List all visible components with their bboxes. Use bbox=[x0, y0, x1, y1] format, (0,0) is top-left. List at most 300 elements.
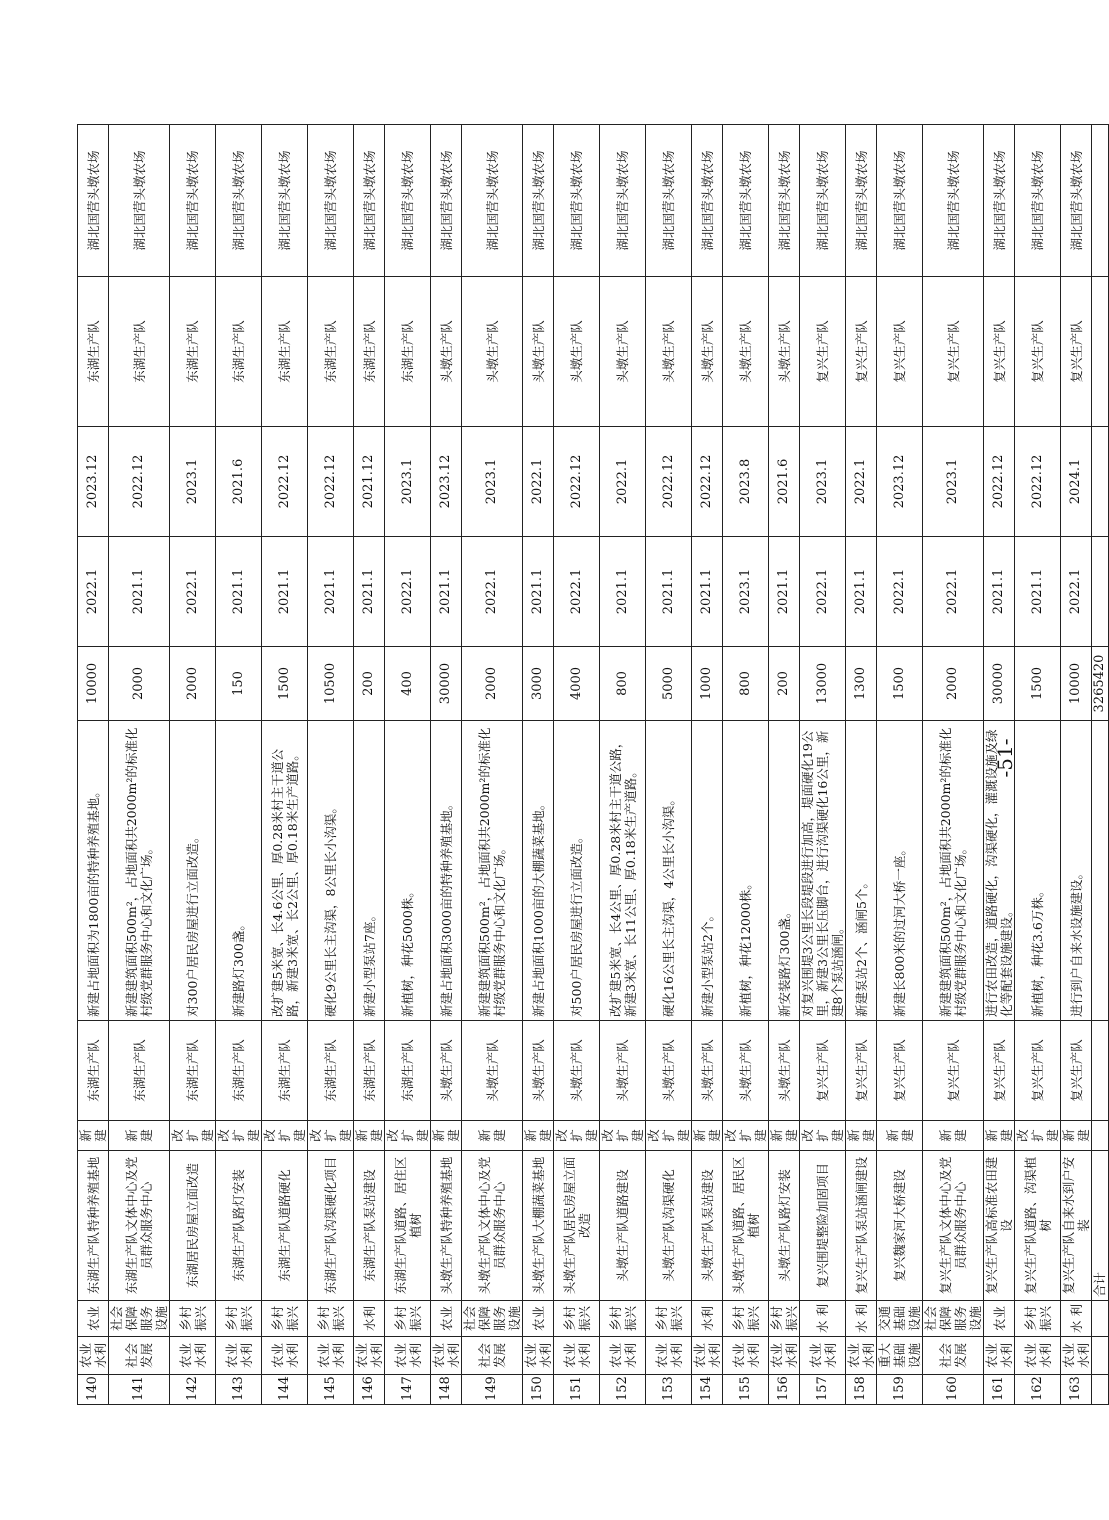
total-row bbox=[1092, 125, 1109, 1405]
start-date: 2022.1 bbox=[385, 537, 431, 647]
location-cell: 头墩生产队 bbox=[723, 1021, 769, 1121]
empty-cell bbox=[1092, 427, 1109, 537]
row-number: 162 bbox=[1015, 1375, 1061, 1405]
project-name: 东湖生产队沟渠硬化项目 bbox=[308, 1151, 354, 1301]
construction-nature: 改扩建 bbox=[554, 1121, 600, 1151]
project-name: 复兴生产队文体中心及党员群众服务中心 bbox=[923, 1151, 984, 1301]
domain-cell: 农业水利 bbox=[523, 1337, 554, 1375]
project-name: 头墩生产队路灯安装 bbox=[769, 1151, 800, 1301]
construction-content: 对300户居民房屋进行立面改造。 bbox=[170, 721, 216, 1021]
project-name: 复兴生产队泵站涵闸建设 bbox=[846, 1151, 877, 1301]
end-date: 2022.1 bbox=[846, 427, 877, 537]
project-name: 头墩生产队道路建设 bbox=[600, 1151, 646, 1301]
domain-cell: 农业水利 bbox=[1015, 1337, 1061, 1375]
domain-cell: 农业水利 bbox=[692, 1337, 723, 1375]
owner-unit: 湖北国营头墩农场 bbox=[800, 125, 846, 277]
end-date: 2024.1 bbox=[1061, 427, 1092, 537]
owner-unit: 湖北国营头墩农场 bbox=[109, 125, 170, 277]
construction-content: 对复兴围堤3公里长段堤段进行加高，堤面硬化19公里，新建3公里长压脚台，进行沟渠硬化16公里，新建8个泵站涵闸。 bbox=[800, 721, 846, 1021]
project-name: 东湖生产队文体中心及党员群众服务中心 bbox=[109, 1151, 170, 1301]
domain-cell: 社会发展 bbox=[109, 1337, 170, 1375]
investment-amount: 1500 bbox=[262, 647, 308, 721]
end-date: 2023.12 bbox=[78, 427, 109, 537]
sector-cell: 乡村振兴 bbox=[216, 1301, 262, 1337]
empty-cell bbox=[1092, 1337, 1109, 1375]
investment-amount: 30000 bbox=[431, 647, 462, 721]
owner-unit: 湖北国营头墩农场 bbox=[1015, 125, 1061, 277]
sector-cell: 农业 bbox=[78, 1301, 109, 1337]
project-name: 头墩生产队特种养殖基地 bbox=[431, 1151, 462, 1301]
row-number: 155 bbox=[723, 1375, 769, 1405]
location-cell: 头墩生产队 bbox=[554, 1021, 600, 1121]
table-row bbox=[723, 125, 769, 1405]
location-cell: 头墩生产队 bbox=[462, 1021, 523, 1121]
location-cell: 复兴生产队 bbox=[846, 1021, 877, 1121]
responsible-unit: 东湖生产队 bbox=[170, 277, 216, 427]
end-date: 2023.8 bbox=[723, 427, 769, 537]
investment-amount: 2000 bbox=[170, 647, 216, 721]
owner-unit: 湖北国营头墩农场 bbox=[523, 125, 554, 277]
investment-amount: 10000 bbox=[1061, 647, 1092, 721]
construction-nature: 新建 bbox=[692, 1121, 723, 1151]
end-date: 2023.12 bbox=[431, 427, 462, 537]
table-row bbox=[385, 125, 431, 1405]
table-row bbox=[308, 125, 354, 1405]
construction-content: 新植树，种花3.6万株。 bbox=[1015, 721, 1061, 1021]
table-row bbox=[1061, 125, 1092, 1405]
responsible-unit: 复兴生产队 bbox=[923, 277, 984, 427]
construction-content: 新建建筑面积500m²，占地面积共2000m²的标准化村级党群服务中心和文化广场。 bbox=[923, 721, 984, 1021]
construction-content: 新建占地面积3000亩的特种养殖基地。 bbox=[431, 721, 462, 1021]
table-row bbox=[554, 125, 600, 1405]
row-number: 151 bbox=[554, 1375, 600, 1405]
investment-amount: 1500 bbox=[877, 647, 923, 721]
construction-nature: 新建 bbox=[354, 1121, 385, 1151]
investment-amount: 10500 bbox=[308, 647, 354, 721]
sector-cell: 乡村振兴 bbox=[262, 1301, 308, 1337]
project-name: 东湖生产队泵站建设 bbox=[354, 1151, 385, 1301]
start-date: 2021.1 bbox=[523, 537, 554, 647]
owner-unit: 湖北国营头墩农场 bbox=[262, 125, 308, 277]
end-date: 2022.12 bbox=[692, 427, 723, 537]
construction-nature: 新建 bbox=[1061, 1121, 1092, 1151]
domain-cell: 农业水利 bbox=[769, 1337, 800, 1375]
row-number: 159 bbox=[877, 1375, 923, 1405]
investment-amount: 800 bbox=[723, 647, 769, 721]
sector-cell: 乡村振兴 bbox=[1015, 1301, 1061, 1337]
empty-cell bbox=[1092, 125, 1109, 277]
row-number: 145 bbox=[308, 1375, 354, 1405]
domain-cell: 农业水利 bbox=[216, 1337, 262, 1375]
location-cell: 复兴生产队 bbox=[877, 1021, 923, 1121]
project-name: 复兴魏家河大桥建设 bbox=[877, 1151, 923, 1301]
table-row bbox=[523, 125, 554, 1405]
construction-nature: 改扩建 bbox=[600, 1121, 646, 1151]
domain-cell: 农业水利 bbox=[431, 1337, 462, 1375]
responsible-unit: 头墩生产队 bbox=[646, 277, 692, 427]
row-number: 144 bbox=[262, 1375, 308, 1405]
domain-cell: 农业水利 bbox=[723, 1337, 769, 1375]
empty-cell bbox=[1092, 1121, 1109, 1151]
project-name: 头墩生产队道路、居民区植树 bbox=[723, 1151, 769, 1301]
table-row bbox=[78, 125, 109, 1405]
responsible-unit: 东湖生产队 bbox=[385, 277, 431, 427]
sector-cell: 水 利 bbox=[846, 1301, 877, 1337]
responsible-unit: 头墩生产队 bbox=[723, 277, 769, 427]
investment-amount: 400 bbox=[385, 647, 431, 721]
sector-cell: 水利 bbox=[692, 1301, 723, 1337]
construction-content: 新建占地面积1000亩的大棚蔬菜基地。 bbox=[523, 721, 554, 1021]
empty-cell bbox=[1092, 537, 1109, 647]
owner-unit: 湖北国营头墩农场 bbox=[554, 125, 600, 277]
location-cell: 复兴生产队 bbox=[1061, 1021, 1092, 1121]
table-row bbox=[769, 125, 800, 1405]
responsible-unit: 复兴生产队 bbox=[984, 277, 1015, 427]
investment-amount: 2000 bbox=[923, 647, 984, 721]
investment-amount: 1000 bbox=[692, 647, 723, 721]
row-number: 147 bbox=[385, 1375, 431, 1405]
project-name: 东湖生产队道路硬化 bbox=[262, 1151, 308, 1301]
construction-content: 新建建筑面积500m²，占地面积共2000m²的标准化村级党群服务中心和文化广场。 bbox=[109, 721, 170, 1021]
sector-cell: 乡村振兴 bbox=[600, 1301, 646, 1337]
owner-unit: 湖北国营头墩农场 bbox=[984, 125, 1015, 277]
start-date: 2022.1 bbox=[923, 537, 984, 647]
investment-amount: 5000 bbox=[646, 647, 692, 721]
owner-unit: 湖北国营头墩农场 bbox=[354, 125, 385, 277]
construction-nature: 新建 bbox=[984, 1121, 1015, 1151]
table-row bbox=[262, 125, 308, 1405]
construction-nature: 新 建 bbox=[109, 1121, 170, 1151]
construction-nature: 改扩建 bbox=[385, 1121, 431, 1151]
responsible-unit: 东湖生产队 bbox=[78, 277, 109, 427]
construction-content: 新植树，种花12000株。 bbox=[723, 721, 769, 1021]
start-date: 2022.1 bbox=[170, 537, 216, 647]
start-date: 2021.1 bbox=[846, 537, 877, 647]
domain-cell: 农业水利 bbox=[846, 1337, 877, 1375]
construction-nature: 改扩建 bbox=[262, 1121, 308, 1151]
location-cell: 头墩生产队 bbox=[523, 1021, 554, 1121]
end-date: 2022.12 bbox=[984, 427, 1015, 537]
start-date: 2021.1 bbox=[1015, 537, 1061, 647]
row-number: 156 bbox=[769, 1375, 800, 1405]
owner-unit: 湖北国营头墩农场 bbox=[78, 125, 109, 277]
row-number: 140 bbox=[78, 1375, 109, 1405]
investment-amount: 2000 bbox=[462, 647, 523, 721]
rotated-table-container bbox=[77, 125, 1108, 1405]
table-row bbox=[800, 125, 846, 1405]
construction-content: 新建泵站2个、涵闸5个。 bbox=[846, 721, 877, 1021]
table-row bbox=[646, 125, 692, 1405]
responsible-unit: 头墩生产队 bbox=[462, 277, 523, 427]
start-date: 2021.1 bbox=[769, 537, 800, 647]
end-date: 2023.1 bbox=[385, 427, 431, 537]
location-cell: 复兴生产队 bbox=[800, 1021, 846, 1121]
empty-cell bbox=[1092, 721, 1109, 1021]
construction-content: 新植树，种花5000株。 bbox=[385, 721, 431, 1021]
responsible-unit: 复兴生产队 bbox=[846, 277, 877, 427]
end-date: 2022.12 bbox=[262, 427, 308, 537]
location-cell: 东湖生产队 bbox=[354, 1021, 385, 1121]
investment-amount: 150 bbox=[216, 647, 262, 721]
investment-amount: 10000 bbox=[78, 647, 109, 721]
construction-content: 新建占地面积为1800亩的特种养殖基地。 bbox=[78, 721, 109, 1021]
construction-nature: 新建 bbox=[769, 1121, 800, 1151]
investment-amount: 2000 bbox=[109, 647, 170, 721]
construction-content: 新建路灯300盏。 bbox=[216, 721, 262, 1021]
investment-amount: 200 bbox=[769, 647, 800, 721]
end-date: 2022.12 bbox=[109, 427, 170, 537]
owner-unit: 湖北国营头墩农场 bbox=[1061, 125, 1092, 277]
sector-cell: 水利 bbox=[354, 1301, 385, 1337]
project-name: 头墩生产队泵站建设 bbox=[692, 1151, 723, 1301]
row-number: 158 bbox=[846, 1375, 877, 1405]
owner-unit: 湖北国营头墩农场 bbox=[723, 125, 769, 277]
end-date: 2021.6 bbox=[769, 427, 800, 537]
owner-unit: 湖北国营头墩农场 bbox=[431, 125, 462, 277]
start-date: 2022.1 bbox=[462, 537, 523, 647]
project-name: 头墩生产队文体中心及党员群众服务中心 bbox=[462, 1151, 523, 1301]
start-date: 2022.1 bbox=[877, 537, 923, 647]
construction-content: 对500户居民房屋进行立面改造。 bbox=[554, 721, 600, 1021]
sector-cell: 乡村振兴 bbox=[723, 1301, 769, 1337]
location-cell: 东湖生产队 bbox=[262, 1021, 308, 1121]
sector-cell: 社会保障服务设施 bbox=[109, 1301, 170, 1337]
sector-cell: 乡村振兴 bbox=[646, 1301, 692, 1337]
row-number: 153 bbox=[646, 1375, 692, 1405]
sector-cell: 社会保障服务设施 bbox=[462, 1301, 523, 1337]
responsible-unit: 复兴生产队 bbox=[800, 277, 846, 427]
domain-cell: 农业水利 bbox=[385, 1337, 431, 1375]
owner-unit: 湖北国营头墩农场 bbox=[923, 125, 984, 277]
end-date: 2023.1 bbox=[923, 427, 984, 537]
start-date: 2021.1 bbox=[216, 537, 262, 647]
location-cell: 头墩生产队 bbox=[431, 1021, 462, 1121]
domain-cell: 农业水利 bbox=[354, 1337, 385, 1375]
investment-amount: 3000 bbox=[523, 647, 554, 721]
construction-nature: 新建 bbox=[431, 1121, 462, 1151]
start-date: 2021.1 bbox=[354, 537, 385, 647]
responsible-unit: 头墩生产队 bbox=[769, 277, 800, 427]
start-date: 2022.1 bbox=[554, 537, 600, 647]
construction-content: 新建小型泵站2个。 bbox=[692, 721, 723, 1021]
sector-cell: 农业 bbox=[984, 1301, 1015, 1337]
sector-cell: 乡村振兴 bbox=[554, 1301, 600, 1337]
domain-cell: 农业水利 bbox=[646, 1337, 692, 1375]
start-date: 2022.1 bbox=[1061, 537, 1092, 647]
owner-unit: 湖北国营头墩农场 bbox=[216, 125, 262, 277]
location-cell: 东湖生产队 bbox=[109, 1021, 170, 1121]
construction-content: 硬化16公里长主沟渠，4公里长小沟渠。 bbox=[646, 721, 692, 1021]
start-date: 2021.1 bbox=[692, 537, 723, 647]
construction-content: 改扩建5米宽、长4公里、厚0.28米村主干道公路，新建3米宽、长11公里、厚0.18米生产道路。 bbox=[600, 721, 646, 1021]
location-cell: 东湖生产队 bbox=[216, 1021, 262, 1121]
location-cell: 复兴生产队 bbox=[923, 1021, 984, 1121]
start-date: 2022.1 bbox=[800, 537, 846, 647]
row-number: 150 bbox=[523, 1375, 554, 1405]
project-name: 东湖居民房屋立面改造 bbox=[170, 1151, 216, 1301]
project-name: 复兴生产队自来水到户安装 bbox=[1061, 1151, 1092, 1301]
domain-cell: 社会发展 bbox=[923, 1337, 984, 1375]
start-date: 2021.1 bbox=[308, 537, 354, 647]
page-number: -51- bbox=[993, 738, 1017, 778]
responsible-unit: 复兴生产队 bbox=[1061, 277, 1092, 427]
construction-nature: 新 建 bbox=[78, 1121, 109, 1151]
owner-unit: 湖北国营头墩农场 bbox=[692, 125, 723, 277]
end-date: 2022.12 bbox=[308, 427, 354, 537]
construction-nature: 新建 bbox=[462, 1121, 523, 1151]
empty-cell bbox=[1092, 1301, 1109, 1337]
project-name: 东湖生产队特种养殖基地 bbox=[78, 1151, 109, 1301]
row-number: 149 bbox=[462, 1375, 523, 1405]
end-date: 2021.6 bbox=[216, 427, 262, 537]
responsible-unit: 头墩生产队 bbox=[692, 277, 723, 427]
domain-cell: 农业水利 bbox=[262, 1337, 308, 1375]
location-cell: 复兴生产队 bbox=[1015, 1021, 1061, 1121]
responsible-unit: 复兴生产队 bbox=[877, 277, 923, 427]
owner-unit: 湖北国营头墩农场 bbox=[308, 125, 354, 277]
construction-nature: 改扩建 bbox=[1015, 1121, 1061, 1151]
project-table bbox=[77, 124, 1109, 1405]
row-number: 148 bbox=[431, 1375, 462, 1405]
row-number: 142 bbox=[170, 1375, 216, 1405]
sector-cell: 乡村振兴 bbox=[308, 1301, 354, 1337]
end-date: 2023.1 bbox=[800, 427, 846, 537]
sector-cell: 农业 bbox=[431, 1301, 462, 1337]
sector-cell: 农业 bbox=[523, 1301, 554, 1337]
domain-cell: 农业水利 bbox=[984, 1337, 1015, 1375]
investment-amount: 200 bbox=[354, 647, 385, 721]
responsible-unit: 东湖生产队 bbox=[354, 277, 385, 427]
start-date: 2021.1 bbox=[646, 537, 692, 647]
location-cell: 头墩生产队 bbox=[600, 1021, 646, 1121]
domain-cell: 农业水利 bbox=[170, 1337, 216, 1375]
construction-nature: 改扩建 bbox=[308, 1121, 354, 1151]
location-cell: 头墩生产队 bbox=[646, 1021, 692, 1121]
location-cell: 东湖生产队 bbox=[308, 1021, 354, 1121]
construction-nature: 新建 bbox=[846, 1121, 877, 1151]
start-date: 2021.1 bbox=[109, 537, 170, 647]
row-number: 141 bbox=[109, 1375, 170, 1405]
domain-cell: 农业水利 bbox=[800, 1337, 846, 1375]
empty-cell bbox=[1092, 277, 1109, 427]
table-row bbox=[692, 125, 723, 1405]
start-date: 2021.1 bbox=[600, 537, 646, 647]
owner-unit: 湖北国营头墩农场 bbox=[646, 125, 692, 277]
sector-cell: 乡村振兴 bbox=[170, 1301, 216, 1337]
table-row bbox=[877, 125, 923, 1405]
responsible-unit: 头墩生产队 bbox=[431, 277, 462, 427]
start-date: 2022.1 bbox=[78, 537, 109, 647]
end-date: 2022.12 bbox=[646, 427, 692, 537]
responsible-unit: 东湖生产队 bbox=[216, 277, 262, 427]
sector-cell: 水 利 bbox=[800, 1301, 846, 1337]
project-name: 复兴生产队道路、沟渠植树 bbox=[1015, 1151, 1061, 1301]
row-number: 161 bbox=[984, 1375, 1015, 1405]
owner-unit: 湖北国营头墩农场 bbox=[769, 125, 800, 277]
owner-unit: 湖北国营头墩农场 bbox=[600, 125, 646, 277]
construction-nature: 改扩建 bbox=[646, 1121, 692, 1151]
table-row bbox=[1015, 125, 1061, 1405]
row-number: 146 bbox=[354, 1375, 385, 1405]
construction-content: 新建长800米的过河大桥一座。 bbox=[877, 721, 923, 1021]
investment-amount: 1300 bbox=[846, 647, 877, 721]
location-cell: 东湖生产队 bbox=[78, 1021, 109, 1121]
location-cell: 东湖生产队 bbox=[170, 1021, 216, 1121]
location-cell: 头墩生产队 bbox=[769, 1021, 800, 1121]
table-row bbox=[923, 125, 984, 1405]
end-date: 2022.12 bbox=[1015, 427, 1061, 537]
investment-amount: 1500 bbox=[1015, 647, 1061, 721]
sector-cell: 交通基础设施 bbox=[877, 1301, 923, 1337]
end-date: 2022.1 bbox=[600, 427, 646, 537]
end-date: 2022.12 bbox=[554, 427, 600, 537]
owner-unit: 湖北国营头墩农场 bbox=[385, 125, 431, 277]
table-row bbox=[600, 125, 646, 1405]
start-date: 2021.1 bbox=[431, 537, 462, 647]
construction-content: 新安装路灯300盏。 bbox=[769, 721, 800, 1021]
responsible-unit: 头墩生产队 bbox=[600, 277, 646, 427]
row-number: 160 bbox=[923, 1375, 984, 1405]
project-name: 东湖生产队路灯安装 bbox=[216, 1151, 262, 1301]
construction-nature: 改扩建 bbox=[170, 1121, 216, 1151]
table-row bbox=[462, 125, 523, 1405]
construction-nature: 新建 bbox=[923, 1121, 984, 1151]
domain-cell: 重大基础设施 bbox=[877, 1337, 923, 1375]
sector-cell: 乡村振兴 bbox=[769, 1301, 800, 1337]
project-name: 头墩生产队居民房屋立面改造 bbox=[554, 1151, 600, 1301]
domain-cell: 农业水利 bbox=[600, 1337, 646, 1375]
owner-unit: 湖北国营头墩农场 bbox=[462, 125, 523, 277]
end-date: 2023.12 bbox=[877, 427, 923, 537]
project-name: 头墩生产队沟渠硬化 bbox=[646, 1151, 692, 1301]
responsible-unit: 头墩生产队 bbox=[554, 277, 600, 427]
responsible-unit: 东湖生产队 bbox=[262, 277, 308, 427]
project-name: 复兴围堤整险加固项目 bbox=[800, 1151, 846, 1301]
table-row bbox=[431, 125, 462, 1405]
total-label: 合计 bbox=[1092, 1151, 1109, 1301]
total-investment: 3265420 bbox=[1092, 647, 1109, 721]
owner-unit: 湖北国营头墩农场 bbox=[877, 125, 923, 277]
investment-amount: 30000 bbox=[984, 647, 1015, 721]
construction-nature: 改扩建 bbox=[800, 1121, 846, 1151]
location-cell: 东湖生产队 bbox=[385, 1021, 431, 1121]
table-row bbox=[170, 125, 216, 1405]
location-cell: 复兴生产队 bbox=[984, 1021, 1015, 1121]
responsible-unit: 复兴生产队 bbox=[1015, 277, 1061, 427]
investment-amount: 800 bbox=[600, 647, 646, 721]
end-date: 2022.1 bbox=[523, 427, 554, 537]
table-row bbox=[846, 125, 877, 1405]
construction-nature: 新建 bbox=[523, 1121, 554, 1151]
start-date: 2021.1 bbox=[984, 537, 1015, 647]
responsible-unit: 东湖生产队 bbox=[308, 277, 354, 427]
construction-nature: 改扩建 bbox=[723, 1121, 769, 1151]
table-row bbox=[109, 125, 170, 1405]
owner-unit: 湖北国营头墩农场 bbox=[170, 125, 216, 277]
domain-cell: 农业水利 bbox=[1061, 1337, 1092, 1375]
sector-cell: 乡村振兴 bbox=[385, 1301, 431, 1337]
owner-unit: 湖北国营头墩农场 bbox=[846, 125, 877, 277]
project-name: 头墩生产队大棚蔬菜基地 bbox=[523, 1151, 554, 1301]
table-row bbox=[354, 125, 385, 1405]
domain-cell: 农业水利 bbox=[308, 1337, 354, 1375]
responsible-unit: 东湖生产队 bbox=[109, 277, 170, 427]
end-date: 2021.12 bbox=[354, 427, 385, 537]
construction-content: 新建建筑面积500m²，占地面积共2000m²的标准化村级党群服务中心和文化广场。 bbox=[462, 721, 523, 1021]
responsible-unit: 头墩生产队 bbox=[523, 277, 554, 427]
end-date: 2023.1 bbox=[170, 427, 216, 537]
domain-cell: 农业水利 bbox=[554, 1337, 600, 1375]
